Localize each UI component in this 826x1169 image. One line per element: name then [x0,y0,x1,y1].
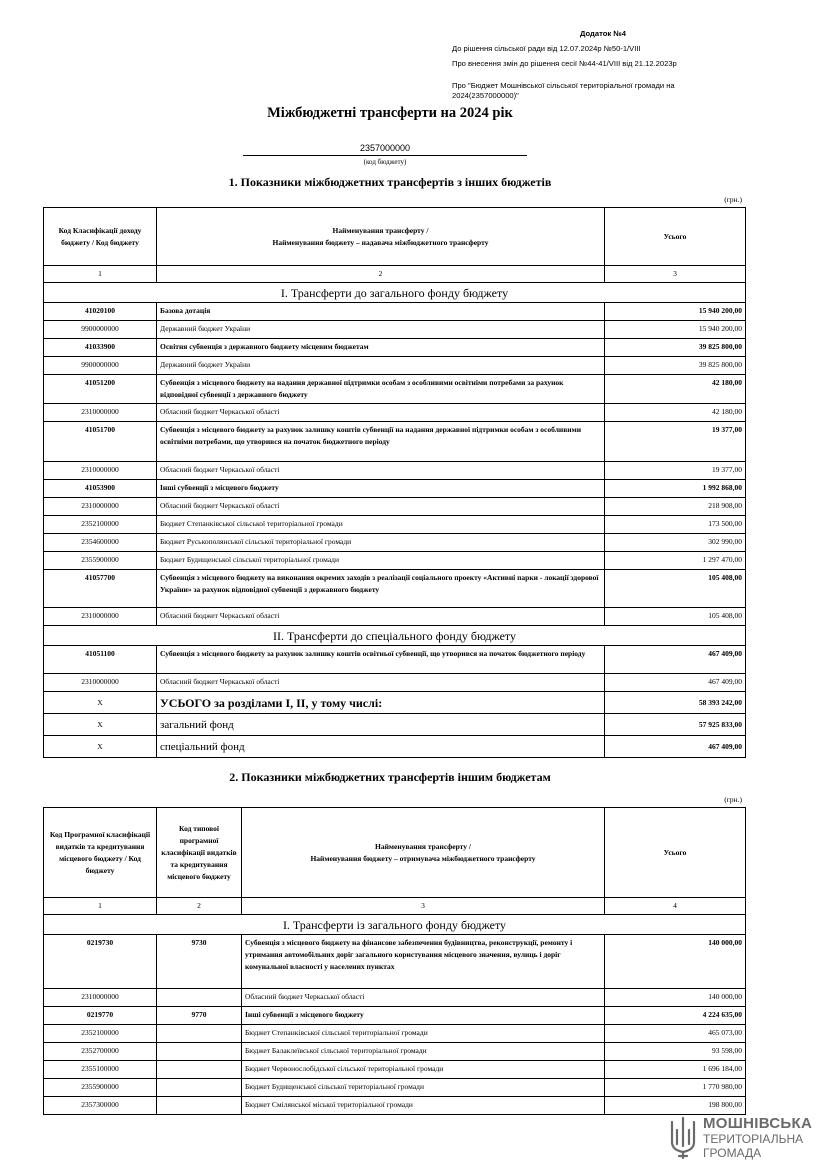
col-header-code: Код Класифікації доходу бюджету / Код бюджету [44,208,157,266]
table-header-row [44,208,746,266]
table-row: 2352100000 Бюджет Степанківської сільської територіальної громади 465 073,00 [44,1025,746,1043]
table-row: 2355900000 Бюджет Будищенської сільської територіальної громади 1 770 980,00 [44,1079,746,1097]
logo-line-1: МОШНІВСЬКА [703,1115,813,1132]
table-row: 2310000000 Обласний бюджет Черкаської області 42 180,00 [44,404,746,422]
column-numbers-row: 1 2 3 [44,266,746,283]
appendix-label: Додаток №4 [580,29,626,38]
section2-unit: (грн.) [724,795,742,804]
header-line-2: Про внесення змін до рішення сесії №44-41/VIII від 21.12.2023р [452,59,677,68]
table-row: 41057700 Субвенція з місцевого бюджету на виконання окремих заходів з реалізації соціального проекту «Активні парки - локації здорової України» за рахунок відповідної субвенції з державного бюджету 105 408,00 [44,570,746,608]
table-row: 2310000000 Обласний бюджет Черкаської області 19 377,00 [44,462,746,480]
table-row: 2310000000 Обласний бюджет Черкаської області 105 408,00 [44,608,746,626]
budget-code: 2357000000 [243,143,527,156]
table-row: 2352700000 Бюджет Балаклеївської сільської територіальної громади 93 598,00 [44,1043,746,1061]
col-header-total: Усього [605,808,746,898]
section-band: I. Трансферти із загального фонду бюджету [44,915,746,935]
table-row: 41051700 Субвенція з місцевого бюджету за рахунок залишку коштів субвенції на надання державної підтримки особам з особливими освітніми потребами, що утворився на початок бюджетного періоду 19 377,00 [44,422,746,462]
column-numbers-row: 1 2 3 4 [44,898,746,915]
col-header-program-code: Код Програмної класифікації видатків та кредитування місцевого бюджету / Код бюджету [44,808,157,898]
table-row: 2355900000 Бюджет Будищенської сільської територіальної громади 1 297 470,00 [44,552,746,570]
table-row: 9900000000 Державний бюджет України 39 825 800,00 [44,357,746,375]
table-row: 2310000000 Обласний бюджет Черкаської області 467 409,00 [44,674,746,692]
table-row: 2310000000 Обласний бюджет Черкаської області 218 908,00 [44,498,746,516]
section-band: I. Трансферти до загального фонду бюджету [44,283,746,303]
table-row: 41053900 Інші субвенції з місцевого бюджету 1 992 868,00 [44,480,746,498]
col-header-typical-code: Код типової програмної класифікації видатків та кредитування місцевого бюджету [157,808,242,898]
table-row: 0219770 9770 Інші субвенції з місцевого бюджету 4 224 635,00 [44,1007,746,1025]
logo-line-2: ТЕРИТОРІАЛЬНА [703,1132,804,1146]
total-row: X спеціальний фонд 467 409,00 [44,736,746,758]
table-row: 9900000000 Державний бюджет України 15 940 200,00 [44,321,746,339]
logo-line-3: ГРОМАДА [703,1146,762,1160]
table-row: 2355100000 Бюджет Червонослобідської сільської територіальної громади 1 696 184,00 [44,1061,746,1079]
table-row: 41051100 Субвенція з місцевого бюджету за рахунок залишку коштів освітньої субвенції, що утворився на початок бюджетного періоду 467 409,00 [44,646,746,674]
header-line-4: 2024(2357000000)" [452,91,519,100]
section-band: II. Трансферти до спеціального фонду бюджету [44,626,746,646]
outgoing-transfers-table [43,807,746,1115]
section1-title: 1. Показники міжбюджетних трансфертів з інших бюджетів [228,175,552,189]
total-row: X загальний фонд 57 925 833,00 [44,714,746,736]
table-row: 0219730 9730 Субвенція з місцевого бюджету на фінансове забезпечення будівництва, реконструкції, ремонту і утримання автомобільних доріг загального користування місцевого значення, вулиць і доріг комунальної власності у населених пунктах 140 000,00 [44,935,746,989]
col-header-name: Найменування трансферту / Найменування бюджету – отримувача міжбюджетного трансферту [242,808,605,898]
budget-code-label: (код бюджету) [363,158,407,166]
total-row: X УСЬОГО за розділами І, ІІ, у тому числі: 58 393 242,00 [44,692,746,714]
table-row: 2310000000 Обласний бюджет Черкаської області 140 000,00 [44,989,746,1007]
table-row: 41020100 Базова дотація 15 940 200,00 [44,303,746,321]
section2-title: 2. Показники міжбюджетних трансфертів іншим бюджетам [229,770,551,784]
col-header-total: Усього [605,208,746,266]
table-header-row [44,808,746,898]
header-line-1: До рішення сільської ради від 12.07.2024р №50-1/VIII [452,44,641,53]
trident-icon [668,1116,698,1160]
col-header-name: Найменування трансферту / Найменування бюджету – надавача міжбюджетного трансферту [157,208,605,266]
header-line-3: Про "Бюджет Мошнівської сільської територіальної громади на [452,81,675,90]
table-row: 41033900 Освітня субвенція з державного бюджету місцевим бюджетам 39 825 800,00 [44,339,746,357]
section1-unit: (грн.) [724,195,742,204]
incoming-transfers-table [43,207,746,758]
table-row: 2357300000 Бюджет Смілянської міської територіальної громади 198 800,00 [44,1097,746,1115]
table-row: 2354600000 Бюджет Руськополянської сільської територіальної громади 302 990,00 [44,534,746,552]
page-title: Міжбюджетні трансферти на 2024 рік [267,105,513,121]
document-header [452,26,782,101]
table-row: 41051200 Субвенція з місцевого бюджету на надання державної підтримки особам з особливими освітніми потребами за рахунок відповідної субвенції з державного бюджету 42 180,00 [44,375,746,404]
table-row: 2352100000 Бюджет Степанківської сільської територіальної громади 173 500,00 [44,516,746,534]
